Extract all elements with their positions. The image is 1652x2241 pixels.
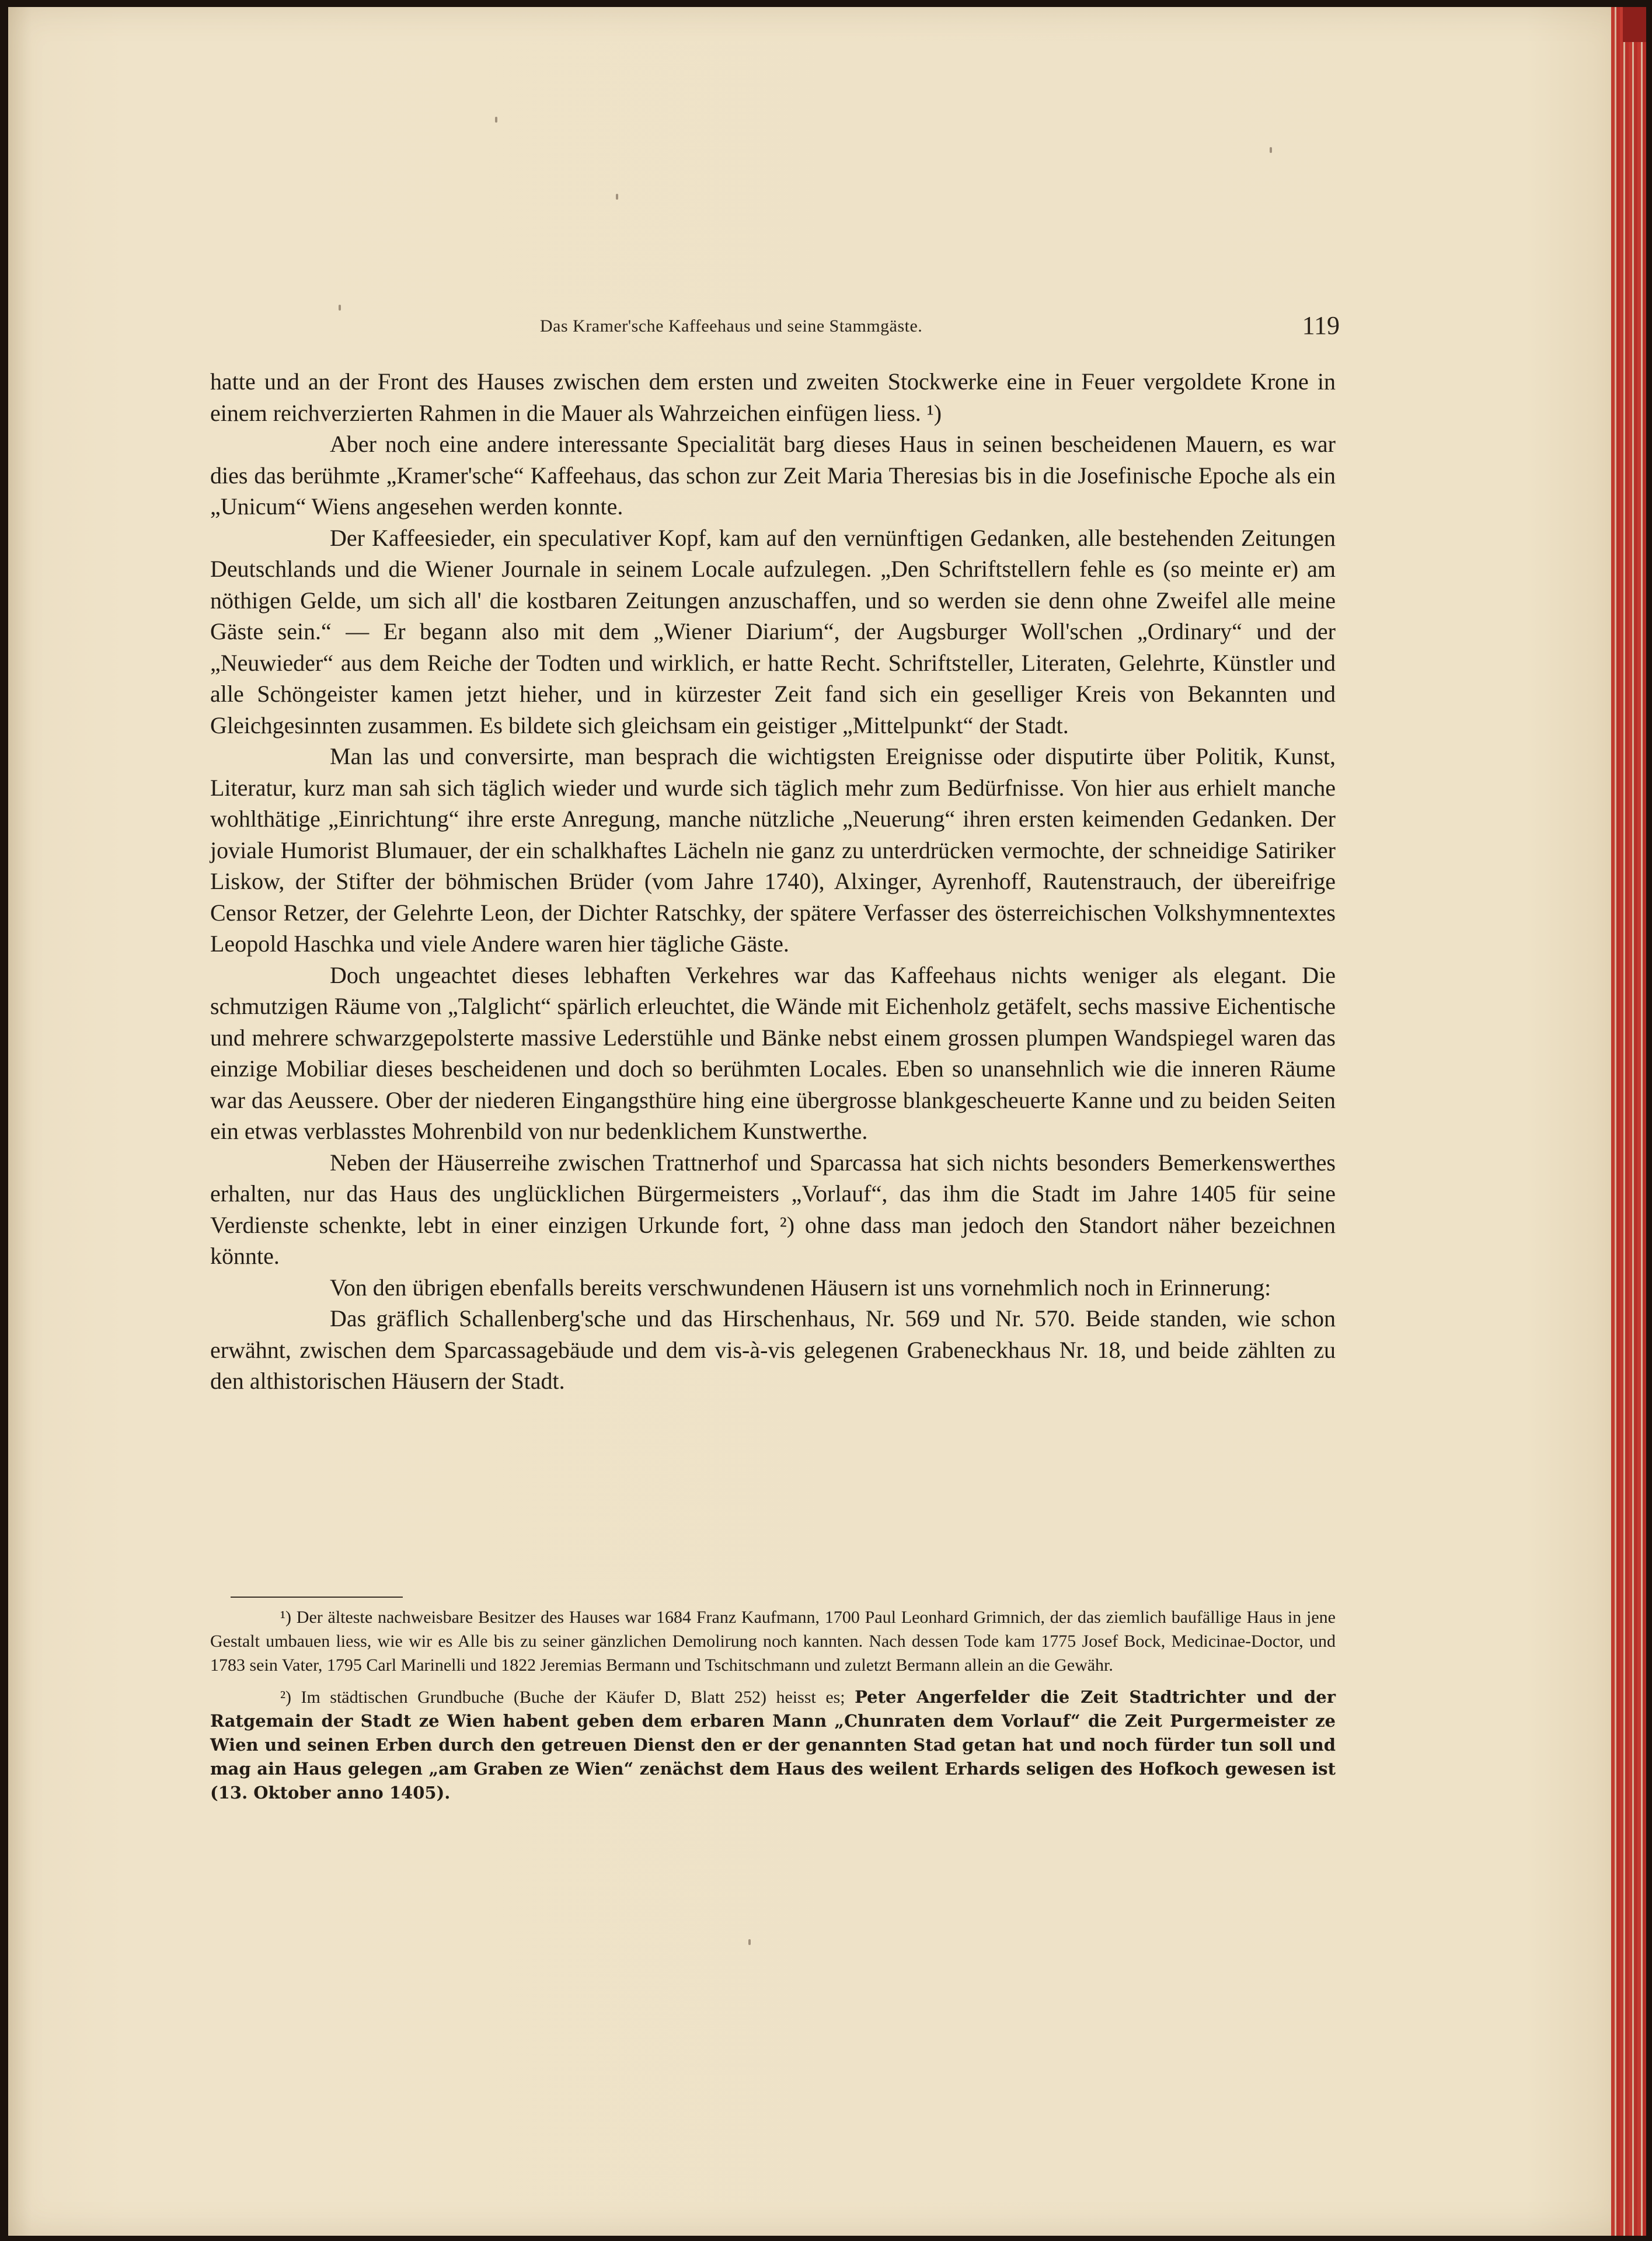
footnote-divider <box>231 1597 403 1598</box>
paragraph: Neben der Häuserreihe zwischen Trattnerhof und Sparcassa hat sich nichts besonders Bemerkenswerthes erhalten, nur das Haus des unglücklichen Bürgermeisters „Vorlauf“, das ihm die Stadt im Jahre 1405 für seine Verdienste schenkte, lebt in einer einzigen Urkunde fort, ²) ohne dass man jedoch den Standort näher bezeichnen könnte. <box>210 1149 1336 1269</box>
paragraph: Der Kaffeesieder, ein speculativer Kopf, kam auf den vernünftigen Gedanken, alle bestehenden Zeitungen Deutschlands und die Wiener Journale in seinem Locale aufzulegen. „Den Schriftstellern fehle es (so meinte er) am nöthigen Gelde, um sich all' die kostbaren Zeitungen anzuschaffen, und so werden sie denn ohne Zweifel alle meine Gäste sein.“ — Er begann also mit dem „Wiener Diarium“, der Augsburger Woll'schen „Ordinary“ und der „Neuwieder“ aus dem Reiche der Todten und wirklich, er hatte Recht. Schriftsteller, Literaten, Gelehrte, Künstler und alle Schöngeister kamen jetzt hieher, und in kürzester Zeit fand sich ein geselliger Kreis von Bekannten und Gleichgesinnten zusammen. Es bildete sich gleichsam ein geistiger „Mittelpunkt“ der Stadt. <box>210 524 1336 738</box>
page-number: 119 <box>1302 311 1340 340</box>
footnote-text: ¹) Der älteste nachweisbare Besitzer des Hauses war 1684 Franz Kaufmann, 1700 Paul Leonhard Grimnich, der das ziemlich baufällige Haus in jene Gestalt umbauen liess, wie wir es Alle bis zu seiner gänzlichen Demolirung noch kannten. Nach dessen Tode kam 1775 Josef Bock, Medicinae-Doctor, und 1783 sein Vater, 1795 Carl Marinelli und 1822 Jeremias Bermann und Tschitschmann und zuletzt Bermann allein an die Gewähr. <box>210 1608 1336 1675</box>
paragraph: Aber noch eine andere interessante Specialität barg dieses Haus in seinen bescheidenen Mauern, es war dies das berühmte „Kramer'sche“ Kaffeehaus, das schon zur Zeit Maria Theresias bis in die Josefinische Epoche als ein „Unicum“ Wiens angesehen werden konnte. <box>210 431 1336 520</box>
paper-speck <box>495 117 497 123</box>
paper-speck <box>616 194 618 200</box>
paragraph: hatte und an der Front des Hauses zwischen dem ersten und zweiten Stockwerke eine in Feuer vergoldete Krone in einem reichverzierten Rahmen in die Mauer als Wahrzeichen einfügen liess. ¹) <box>210 368 1336 426</box>
running-title: Das Kramer'sche Kaffeehaus und seine Stammgäste. <box>540 316 923 336</box>
page-edges-red <box>1611 7 1646 2236</box>
paper-speck <box>1270 147 1272 153</box>
page-edge-corner <box>1623 7 1646 42</box>
paragraph: Von den übrigen ebenfalls bereits verschwundenen Häusern ist uns vornehmlich noch in Erinnerung: <box>330 1274 1271 1301</box>
paragraph: Das gräflich Schallenberg'sche und das Hirschenhaus, Nr. 569 und Nr. 570. Beide standen, wie schon erwähnt, zwischen dem Sparcassagebäude und dem vis-à-vis gelegenen Grabeneckhaus Nr. 18, und beide zählten zu den althistorischen Häusern der Stadt. <box>210 1305 1336 1394</box>
paragraph: Doch ungeachtet dieses lebhaften Verkehres war das Kaffeehaus nichts weniger als elegant. Die schmutzigen Räume von „Talglicht“ spärlich erleuchtet, die Wände mit Eichenholz getäfelt, sechs massive Eichentische und mehrere schwarzgepolsterte massive Lederstühle und Bänke nebst einem grossen plumpen Wandspiegel waren das einzige Mobiliar dieses bescheidenen und doch so berühmten Locales. Eben so unansehnlich wie die inneren Räume war das Aeussere. Ober der niederen Eingangsthüre hing eine übergrosse blankgescheuerte Kanne und zu beiden Seiten ein etwas verblasstes Mohrenbild von nur bedenklichem Kunstwerthe. <box>210 961 1336 1144</box>
paragraph: Man las und conversirte, man besprach die wichtigsten Ereignisse oder disputirte über Politik, Kunst, Literatur, kurz man sah sich täglich wieder und wurde sich täglich mehr zum Bedürfnisse. Von hier aus erhielt manche wohlthätige „Einrichtung“ ihre erste Anregung, manche nützliche „Neuerung“ ihren ersten keimenden Gedanken. Der joviale Humorist Blumauer, der ein schalkhaftes Lächeln nie ganz zu unterdrücken vermochte, der schneidige Satiriker Liskow, der Stifter der böhmischen Brüder (vom Jahre 1740), Alxinger, Ayrenhoff, Rautenstrauch, der übereifrige Censor Retzer, der Gelehrte Leon, der Dichter Ratschky, der spätere Verfasser des österreichischen Volkshymnentextes Leopold Haschka und viele Andere waren hier tägliche Gäste. <box>210 743 1336 957</box>
footnote <box>210 1605 1336 1677</box>
body-text <box>210 366 1336 1397</box>
paper-speck <box>748 1939 751 1945</box>
footnotes <box>210 1605 1336 1813</box>
footnote-text: ²) Im städtischen Grundbuche (Buche der Käufer D, Blatt 252) heisst es; <box>280 1688 845 1707</box>
footnote <box>210 1685 1336 1805</box>
footnote-quote-fraktur: Peter Angerfelder die Zeit Stadtrichter und der Ratgemain der Stadt ze Wien habent geben dem erbaren Mann „Chunraten dem Vorlauf“ die Zeit Purgermeister ze Wien und seinen Erben durch den getreuen Dienst den er der genannten Stad getan hat und noch fürder tun soll und mag ain Haus gelegen „am Graben ze Wien“ zenächst dem Haus des weilent Erhards seligen des Hofkoch gewesen ist (13. Oktober anno 1405). <box>210 1687 1336 1803</box>
paper-speck <box>339 305 341 311</box>
